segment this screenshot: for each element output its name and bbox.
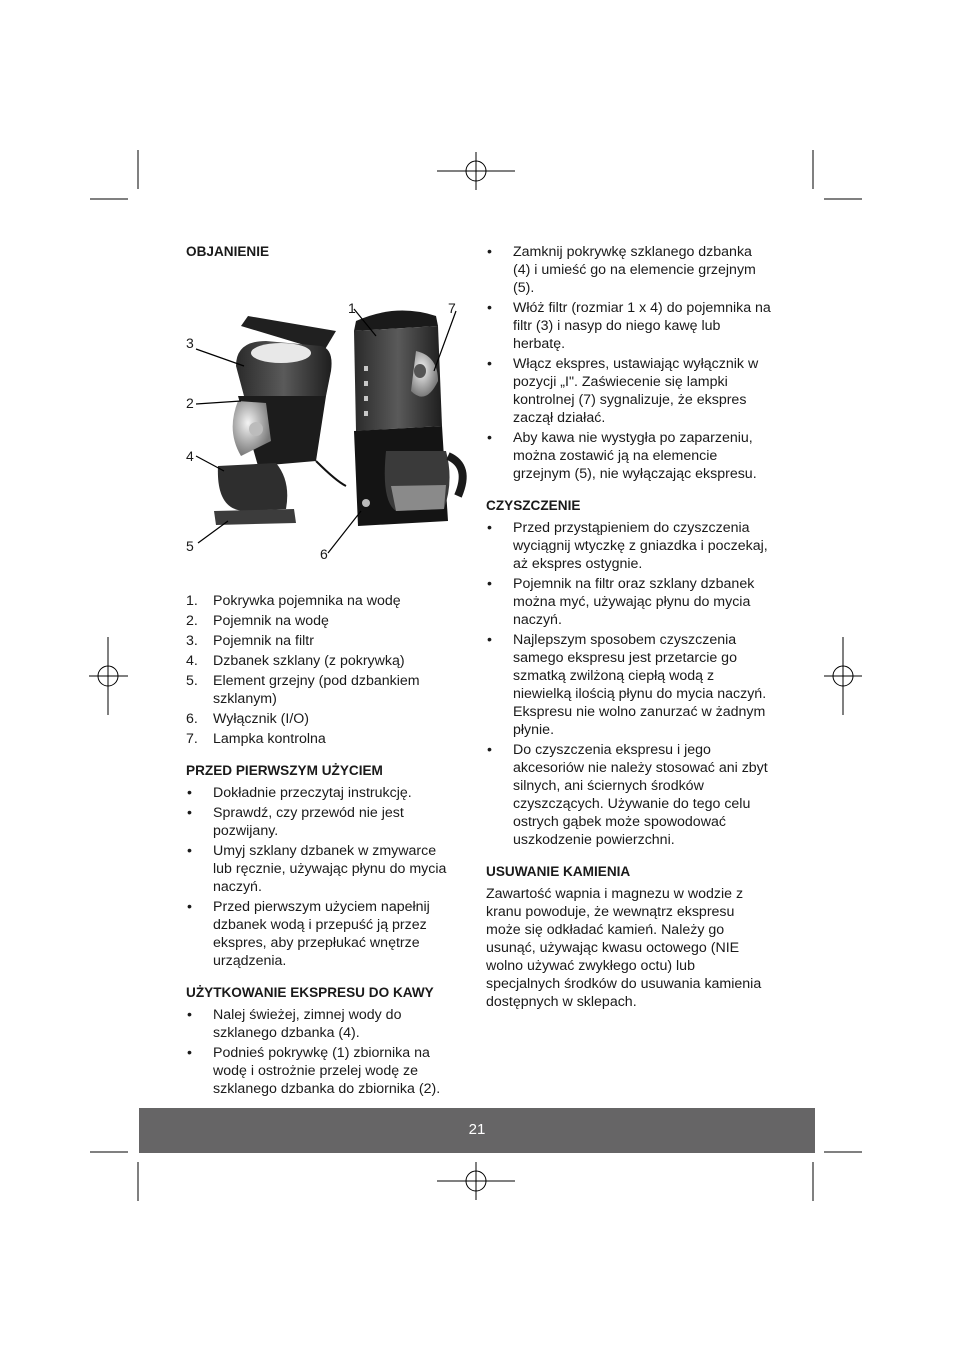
figure-label-3: 3 <box>186 335 194 351</box>
bullet-icon: • <box>187 1045 192 1061</box>
list-item: 7. Lampka kontrolna <box>186 731 326 747</box>
list-item: • Sprawdź, czy przewód nie jest pozwijany. <box>187 805 404 839</box>
figure-label-4: 4 <box>186 448 194 464</box>
list-item: • Aby kawa nie wystygła po zaparzeniu, można zostawić ją na elemencie grzejnym (5), nie wyłączając ekspresu. <box>487 430 757 482</box>
first-use-list <box>186 784 454 970</box>
bullet-icon: • <box>487 576 492 592</box>
figure-label-7: 7 <box>448 300 456 316</box>
bullet-icon: • <box>187 843 192 859</box>
descaling-heading: USUWANIE KAMIENIA <box>486 864 631 879</box>
figure-label-5: 5 <box>186 538 194 554</box>
list-item: • Najlepszym sposobem czyszczenia samego ekspresu jest przetarcie go szmatką zwilżoną ciepłą wodą z niewielką ilością płynu do mycia naczyń. Ekspresu nie wolno zanurzać w żadnym płynie. <box>487 632 767 738</box>
page-number: 21 <box>468 1121 486 1138</box>
right-column <box>486 243 771 1011</box>
list-item: 1. Pokrywka pojemnika na wodę <box>186 593 401 609</box>
descaling-paragraph: Zawartość wapnia i magnezu w wodzie z kranu powoduje, że wewnątrz ekspresu może się odkładać kamień. Należy go usunąć, używając kwasu octowego (NIE wolno używać zwykłego octu) lub specjalnych środków do usuwania kamienia dostępnych w sklepach. <box>486 886 762 1010</box>
left-column <box>186 243 454 1100</box>
list-item: • Pojemnik na filtr oraz szklany dzbanek można myć, używając płynu do mycia naczyń. <box>487 576 755 628</box>
cleaning-list <box>486 519 771 849</box>
figure-label-2: 2 <box>186 395 194 411</box>
list-item: • Umyj szklany dzbanek w zmywarce lub ręcznie, używając płynu do mycia naczyń. <box>187 843 447 895</box>
bullet-icon: • <box>487 520 492 536</box>
list-item: 3. Pojemnik na filtr <box>186 633 314 649</box>
bullet-icon: • <box>487 742 492 758</box>
parts-list <box>186 592 454 748</box>
list-item: • Zamknij pokrywkę szklanego dzbanka (4) i umieść go na elemencie grzejnym (5). <box>487 244 756 296</box>
list-item: 5. Element grzejny (pod dzbankiem szklanym) <box>186 673 420 707</box>
list-item: 4. Dzbanek szklany (z pokrywką) <box>186 653 405 669</box>
bullet-icon: • <box>487 356 492 372</box>
bullet-icon: • <box>187 805 192 821</box>
list-item: 2. Pojemnik na wodę <box>186 613 329 629</box>
bullet-icon: • <box>187 899 192 915</box>
bullet-icon: • <box>187 785 192 801</box>
list-item: • Włóż filtr (rozmiar 1 x 4) do pojemnika na filtr (3) i nasyp do niego kawę lub herbatę. <box>487 300 771 352</box>
footer-bar <box>139 1108 815 1153</box>
bullet-icon: • <box>487 300 492 316</box>
bullet-icon: • <box>487 632 492 648</box>
list-item: • Podnieś pokrywkę (1) zbiornika na wodę i ostrożnie przelej wodę ze szklanego dzbanka do zbiornika (2). <box>187 1045 441 1097</box>
list-item: • Włącz ekspres, ustawiając wyłącznik w pozycji „I". Zaświecenie się lampki kontrolnej (7) sygnalizuje, że ekspres zaczął działać. <box>487 356 759 426</box>
list-item: • Nalej świeżej, zimnej wody do szklanego dzbanka (4). <box>187 1007 402 1041</box>
list-item: • Przed przystąpieniem do czyszczenia wyciągnij wtyczkę z gniazdka i poczekaj, aż ekspres ostygnie. <box>487 520 768 572</box>
bullet-icon: • <box>487 244 492 260</box>
coffee-maker-figure <box>186 271 476 561</box>
usage-heading: UŻYTKOWANIE EKSPRESU DO KAWY <box>186 985 434 1000</box>
parts-heading: OBJANIENIE <box>186 244 270 259</box>
cleaning-heading: CZYSZCZENIE <box>486 498 581 513</box>
usage-list <box>186 1006 454 1098</box>
list-item: • Do czyszczenia ekspresu i jego akcesoriów nie należy stosować ani zbyt silnych, ani ściernych środków czyszczących. Używanie do tego celu ostrych gąbek może spowodować uszkodzenie powierzchni. <box>487 742 768 848</box>
usage-continued-list <box>486 243 771 483</box>
bullet-icon: • <box>187 1007 192 1023</box>
figure-label-1: 1 <box>348 300 356 316</box>
list-item: 6. Wyłącznik (I/O) <box>186 711 310 727</box>
bullet-icon: • <box>487 430 492 446</box>
list-item: • Dokładnie przeczytaj instrukcję. <box>187 785 412 801</box>
coffee-maker-illustration <box>186 271 476 561</box>
list-item: • Przed pierwszym użyciem napełnij dzbanek wodą i przepuść ją przez ekspres, aby przepłukać wnętrze urządzenia. <box>187 899 430 969</box>
figure-label-6: 6 <box>320 546 328 562</box>
first-use-heading: PRZED PIERWSZYM UŻYCIEM <box>186 763 383 778</box>
